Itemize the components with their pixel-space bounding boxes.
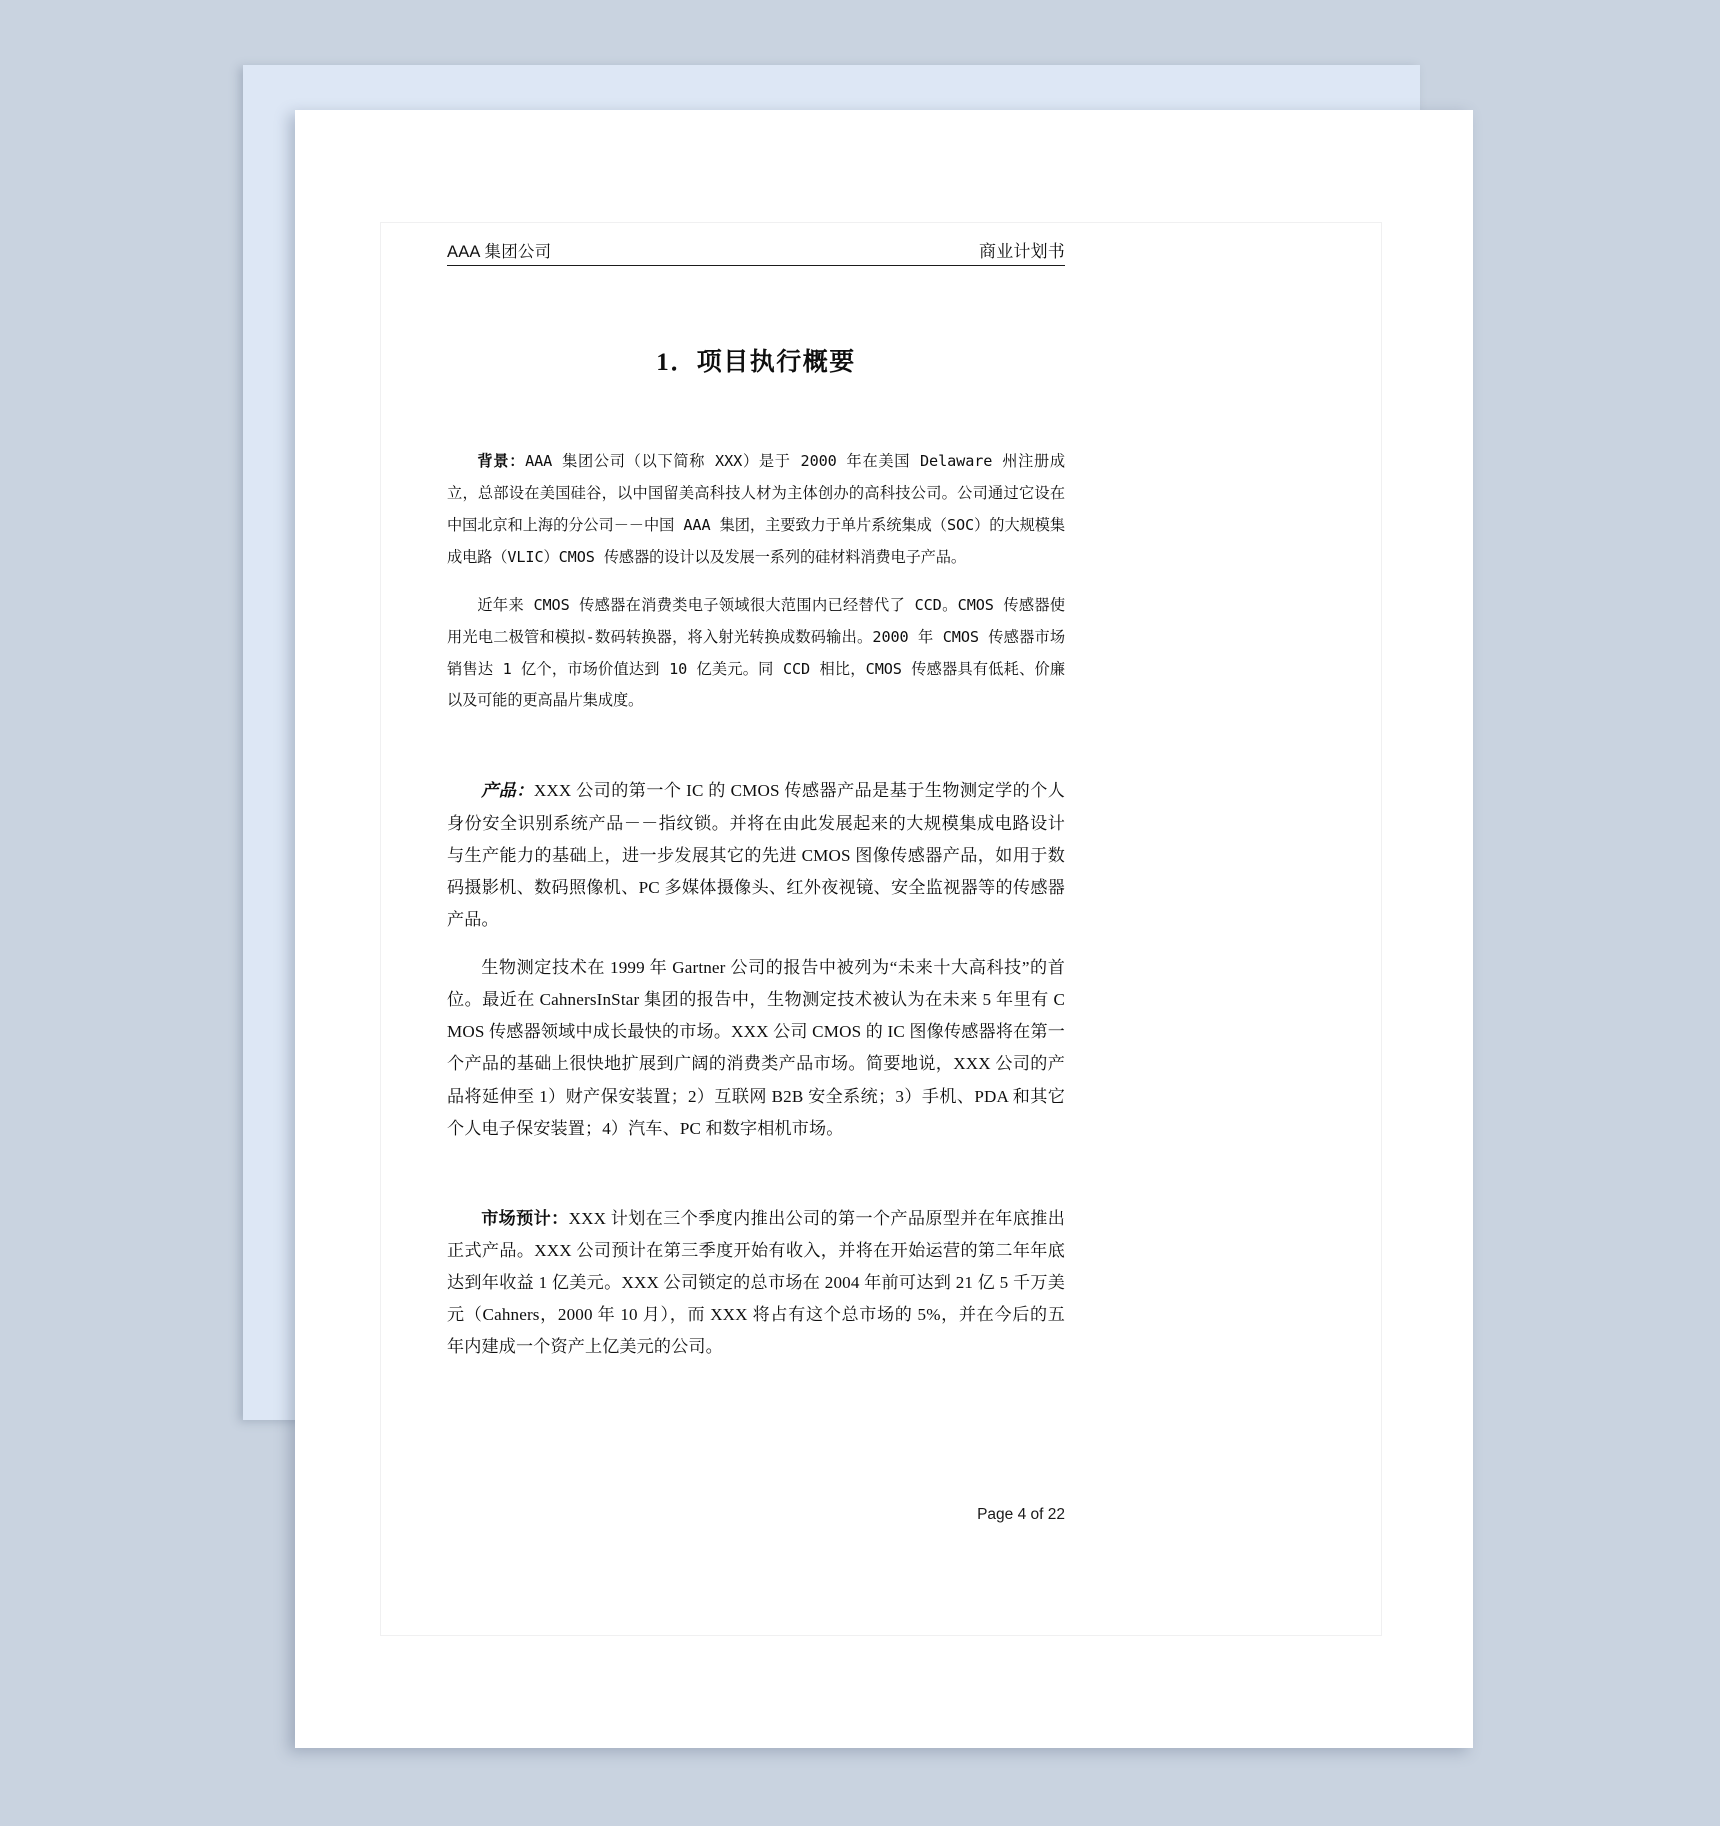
paragraph-lead-product: 产品： — [481, 781, 534, 801]
paragraph-biometrics — [447, 952, 1065, 1145]
paragraph-text-market-forecast: XXX 计划在三个季度内推出公司的第一个产品原型并在年底推出正式产品。XXX 公司预计在第三季度开始有收入，并将在开始运营的第二年年底达到年收益 1 亿美元。XXX 公司锁定的总市场在 2004 年前可达到 21 亿 5 千万美元（Cahners，2000 年 10 月），而 XXX 将占有这个总市场的 5%，并在今后的五年内建成一个资产上亿美元的公司。 — [447, 1208, 1065, 1357]
paragraph-text-background: AAA 集团公司（以下简称 XXX）是于 2000 年在美国 Delaware 州注册成立，总部设在美国硅谷，以中国留美高科技人材为主体创办的高科技公司。公司通过它设在中国北京和上海的分公司－－中国 AAA 集团，主要致力于单片系统集成（SOC）的大规模集成电路（VLIC）CMOS 传感器的设计以及发展一系列的硅材料消费电子产品。 — [447, 452, 1065, 566]
paragraph-text-cmos-market: 近年来 CMOS 传感器在消费类电子领域很大范围内已经替代了 CCD。CMOS 传感器使用光电二极管和模拟-数码转换器，将入射光转换成数码输出。2000 年 CMOS 传感器市场销售达 1 亿个，市场价值达到 10 亿美元。同 CCD 相比，CMOS 传感器具有低耗、价廉以及可能的更高晶片集成度。 — [447, 595, 1065, 710]
section-heading: 1．项目执行概要 — [656, 349, 856, 376]
paragraph-lead-market-forecast: 市场预计： — [481, 1208, 569, 1228]
paragraph-cmos-market — [447, 590, 1065, 718]
header-document-type: 商业计划书 — [979, 242, 1065, 261]
paragraph-lead-background: 背景： — [477, 452, 526, 470]
page-footer — [447, 1506, 1065, 1524]
document-body — [447, 342, 1065, 1379]
page-number-label: Page 4 of 22 — [977, 1506, 1065, 1523]
paragraph-market-forecast — [447, 1203, 1065, 1364]
paragraph-product — [447, 775, 1065, 936]
header-company-name: AAA 集团公司 — [447, 242, 552, 261]
document-page — [295, 110, 1473, 1748]
running-header — [447, 242, 1065, 266]
paragraph-background — [447, 446, 1065, 574]
paragraph-text-product: XXX 公司的第一个 IC 的 CMOS 传感器产品是基于生物测定学的个人身份安全识别系统产品－－指纹锁。并将在由此发展起来的大规模集成电路设计与生产能力的基础上，进一步发展其它的先进 CMOS 图像传感器产品，如用于数码摄影机、数码照像机、PC 多媒体摄像头、红外夜视镜、安全监视器等的传感器产品。 — [447, 781, 1066, 929]
paragraph-text-biometrics: 生物测定技术在 1999 年 Gartner 公司的报告中被列为“未来十大高科技”的首位。最近在 CahnersInStar 集团的报告中，生物测定技术被认为在未来 5 年里有 CMOS 传感器领域中成长最快的市场。XXX 公司 CMOS 的 IC 图像传感器将在第一个产品的基础上很快地扩展到广阔的消费类产品市场。简要地说，XXX 公司的产品将延伸至 1）财产保安装置；2）互联网 B2B 安全系统；3）手机、PDA 和其它个人电子保安装置；4）汽车、PC 和数字相机市场。 — [447, 958, 1065, 1138]
